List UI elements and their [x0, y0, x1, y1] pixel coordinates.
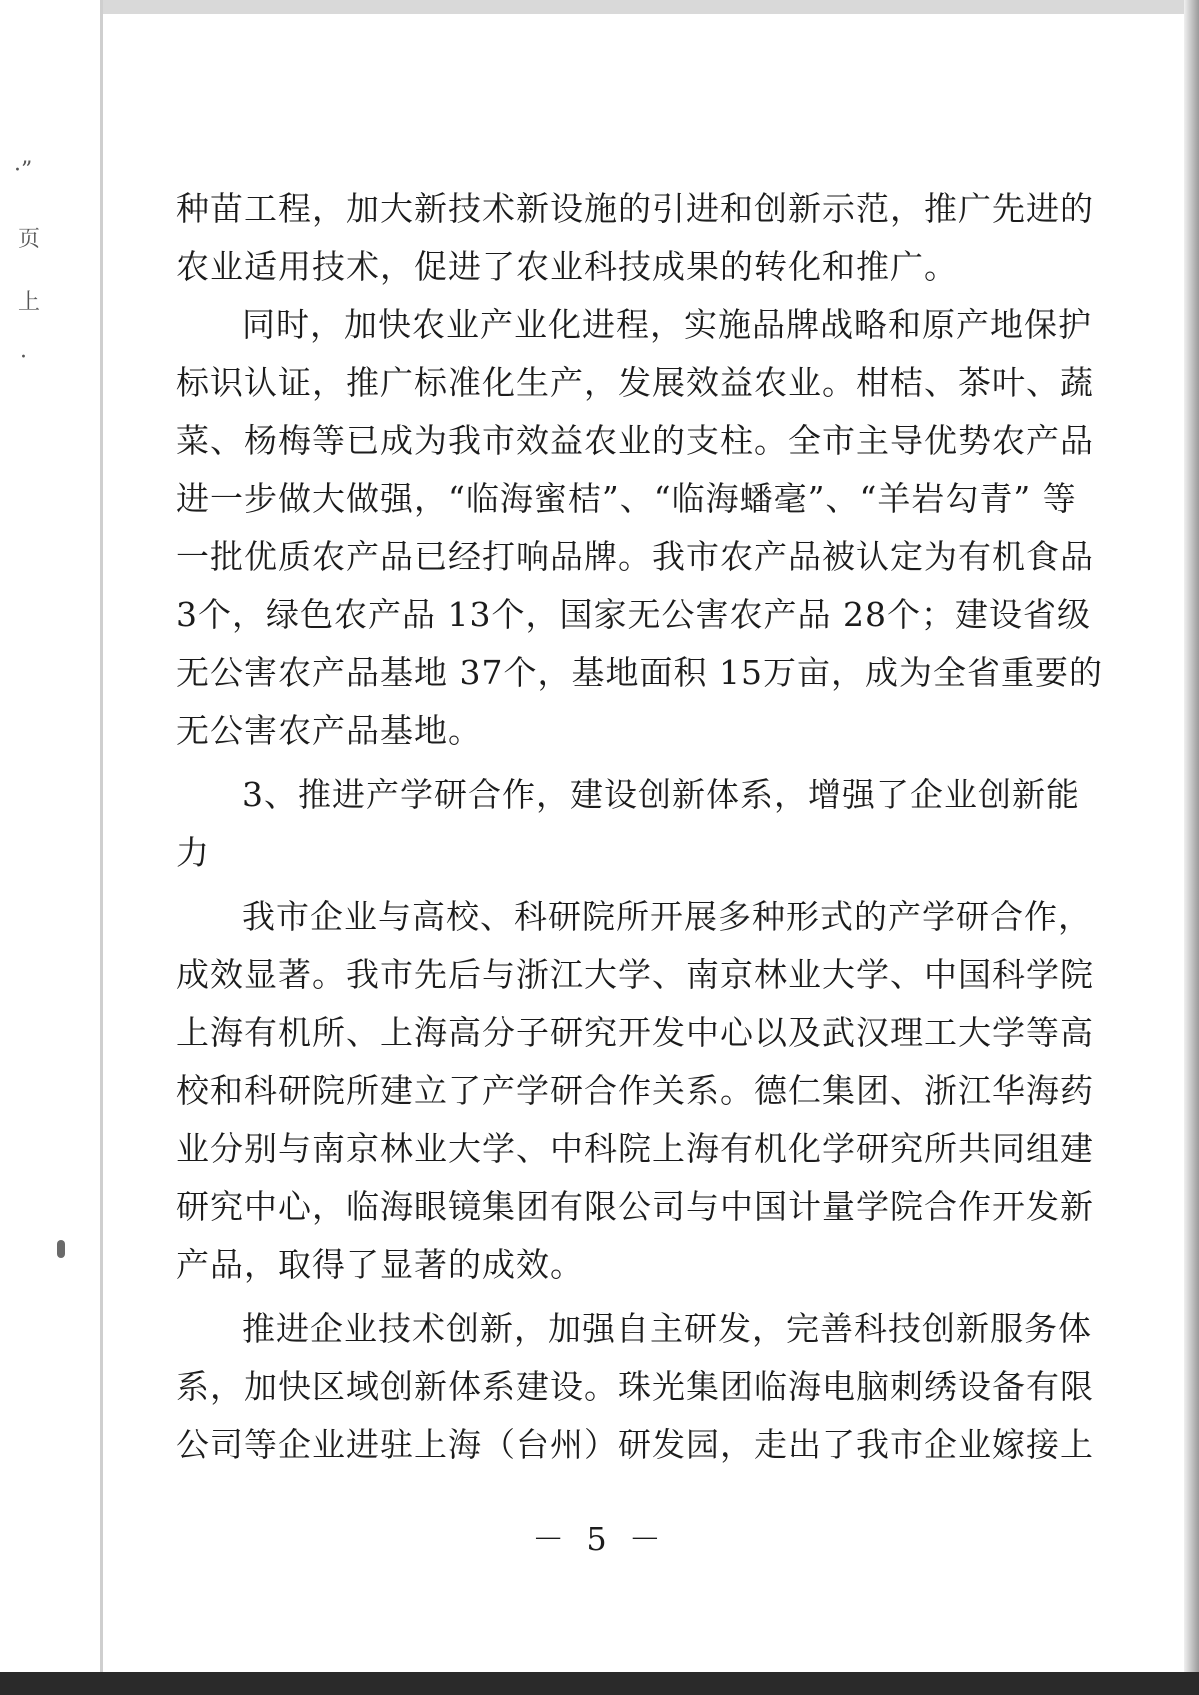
binding-mark — [57, 1240, 65, 1258]
paragraph-start-line: 推进企业技术创新，加强自主研发，完善科技创新服务体 — [242, 1309, 1092, 1348]
text-line: 进一步做大做强，“临海蜜桔”、“临海蟠毫”、“羊岩勾青” 等 — [176, 479, 1077, 518]
text-line: 种苗工程，加大新技术新设施的引进和创新示范，推广先进的 — [176, 189, 1094, 228]
text-line: 系，加快区域创新体系建设。珠光集团临海电脑刺绣设备有限 — [176, 1367, 1094, 1406]
paragraph-start-line: 我市企业与高校、科研院所开展多种形式的产学研合作， — [242, 897, 1092, 936]
text-line: 上海有机所、上海高分子研究开发中心以及武汉理工大学等高 — [176, 1013, 1094, 1052]
section-heading: 3、推进产学研合作，建设创新体系，增强了企业创新能 — [242, 775, 1080, 814]
text-line: 成效显著。我市先后与浙江大学、南京林业大学、中国科学院 — [176, 955, 1094, 994]
scan-right-edge — [1184, 0, 1199, 1695]
scan-top-edge — [100, 0, 1199, 14]
text-line: 农业适用技术，促进了农业科技成果的转化和推广。 — [176, 247, 958, 286]
paragraph-start-line: 同时，加快农业产业化进程，实施品牌战略和原产地保护 — [242, 305, 1092, 344]
margin-fragment: 页 — [18, 227, 41, 252]
text-line: 3个，绿色农产品 13个，国家无公害农产品 28个；建设省级 — [176, 595, 1091, 634]
text-line: 一批优质农产品已经打响品牌。我市农产品被认定为有机食品 — [176, 537, 1094, 576]
text-line: 无公害农产品基地。 — [176, 711, 482, 750]
margin-fragment: ·” — [14, 158, 33, 183]
scan-left-fold — [100, 0, 103, 1695]
text-line: 业分别与南京林业大学、中科院上海有机化学研究所共同组建 — [176, 1129, 1094, 1168]
text-line: 菜、杨梅等已成为我市效益农业的支柱。全市主导优势农产品 — [176, 421, 1094, 460]
text-line: 公司等企业进驻上海（台州）研发园，走出了我市企业嫁接上 — [176, 1425, 1094, 1464]
margin-fragment: 上 — [18, 290, 41, 315]
body-text — [176, 180, 1103, 1474]
scan-bottom-edge — [0, 1672, 1199, 1695]
text-line: 研究中心，临海眼镜集团有限公司与中国计量学院合作开发新 — [176, 1187, 1094, 1226]
margin-fragment: · — [20, 345, 27, 370]
text-line: 产品，取得了显著的成效。 — [176, 1245, 584, 1284]
text-line: 无公害农产品基地 37个，基地面积 15万亩，成为全省重要的 — [176, 653, 1103, 692]
page-number: － 5 － — [532, 1520, 667, 1558]
text-line: 标识认证，推广标准化生产，发展效益农业。柑桔、茶叶、蔬 — [176, 363, 1094, 402]
section-heading-continued: 力 — [176, 833, 210, 872]
text-line: 校和科研院所建立了产学研合作关系。德仁集团、浙江华海药 — [176, 1071, 1094, 1110]
